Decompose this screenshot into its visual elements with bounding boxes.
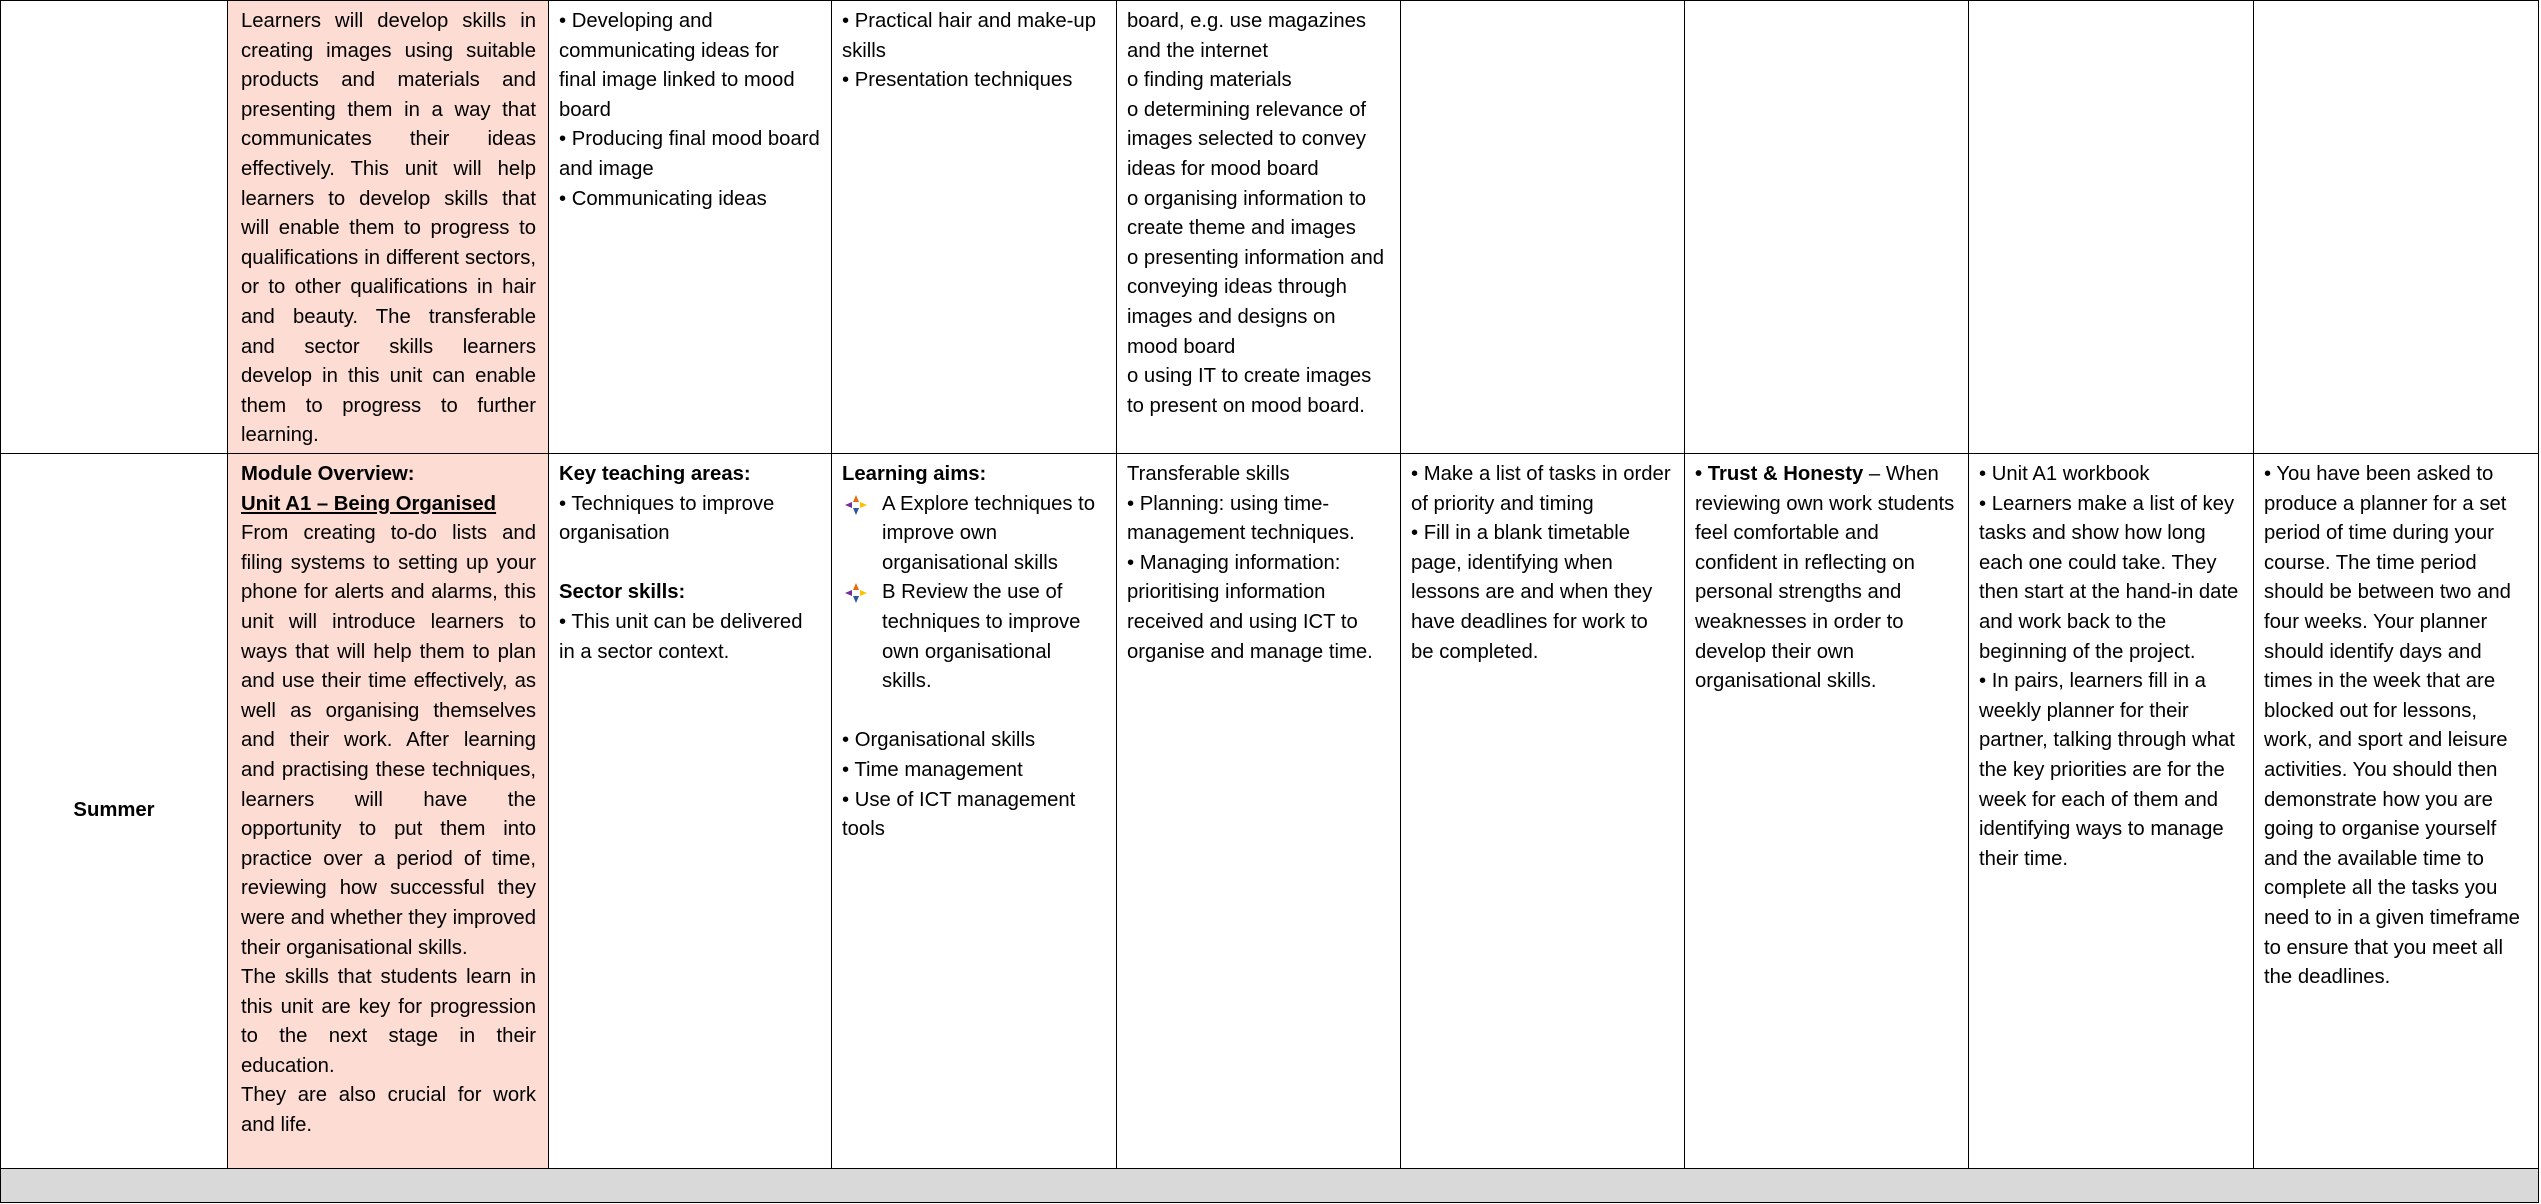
learning-aims-cell xyxy=(832,454,1117,1169)
four-arrows-bullet-icon xyxy=(842,490,882,520)
table-footer-row xyxy=(1,1169,2539,1203)
list-item: • You have been asked to produce a planner for a set period of time during your course. The time period should be between two and four weeks. Your planner should identify days and times in the week that are blocked out for lessons, work, and sport and leisure activities. You should then demonstrate how you are going to organise yourself and the available time to complete all the tasks you need to in a given timeframe to ensure that you meet all the deadlines. xyxy=(2264,463,2520,989)
list-item: • Learners make a list of key tasks and show how long each one could take. They then start at the hand-in date and work back to the beginning of the project. xyxy=(1979,492,2239,663)
list-item: • Techniques to improve organisation xyxy=(559,492,775,545)
values-cell xyxy=(1685,454,1969,1169)
activities-cell xyxy=(1401,454,1685,1169)
teaching-areas-cell xyxy=(549,454,832,1169)
value-label: • Trust & Honesty xyxy=(1695,463,1864,485)
list-item: • Organisational skills xyxy=(842,729,1036,752)
list-item: o presenting information and conveying ideas through images and designs on mood board xyxy=(1127,246,1385,358)
list-item: • Make a list of tasks in order of priority and timing xyxy=(1411,463,1671,515)
overview-heading: Module Overview: xyxy=(241,463,415,485)
list-item: board, e.g. use magazines and the internet xyxy=(1127,10,1367,62)
list-item: • Planning: using time-management techniques. xyxy=(1127,492,1355,545)
learning-aim-a xyxy=(842,490,1106,579)
assessment-cell xyxy=(2254,1,2539,454)
list-item: Transferable skills xyxy=(1127,463,1290,485)
learning-aims-cell xyxy=(832,1,1117,454)
list-item: • Time management xyxy=(842,758,1023,781)
list-item: • Developing and communicating ideas for final image linked to mood board xyxy=(559,10,795,121)
list-item: • Unit A1 workbook xyxy=(1979,463,2150,485)
activities-cell xyxy=(1401,1,1685,454)
learning-aim-b xyxy=(842,578,1106,696)
learning-aims-heading: Learning aims: xyxy=(842,463,987,485)
key-teaching-areas-heading: Key teaching areas: xyxy=(559,463,751,485)
four-arrows-bullet-icon xyxy=(842,578,882,608)
assessment-cell xyxy=(2254,454,2539,1169)
term-cell: Summer xyxy=(1,454,228,1169)
sector-skills-heading: Sector skills: xyxy=(559,581,686,604)
transferable-skills-cell xyxy=(1117,1,1401,454)
learning-aim-text: A Explore techniques to improve own organisational skills xyxy=(882,492,1096,574)
list-item: • This unit can be delivered in a sector context. xyxy=(559,610,803,663)
table-row xyxy=(1,454,2539,1169)
module-overview-cell xyxy=(228,1,549,454)
table-row xyxy=(1,1,2539,454)
overview-paragraph: The skills that students learn in this unit are key for progression to the next stage in their education. xyxy=(241,966,536,1077)
footer-bar xyxy=(1,1169,2539,1203)
list-item: o organising information to create theme and images xyxy=(1127,187,1367,240)
list-item: • Fill in a blank timetable page, identifying when lessons are and when they have deadlines for work to be completed. xyxy=(1411,522,1653,663)
resources-cell xyxy=(1969,1,2254,454)
overview-paragraph: From creating to-do lists and filing systems to setting up your phone for alerts and alarms, this unit will introduce learners to ways that will help them to plan and use their time effectively, as well as organising themselves and their work. After learning and practising these techniques, learners will have the opportunity to put them into practice over a period of time, reviewing how successful they were and whether they improved their organisational skills. xyxy=(241,522,536,959)
values-cell xyxy=(1685,1,1969,454)
module-overview-cell xyxy=(228,454,549,1169)
list-item: • Producing final mood board and image xyxy=(559,128,820,180)
teaching-areas-cell xyxy=(549,1,832,454)
list-item: • In pairs, learners fill in a weekly planner for their partner, talking through what the key priorities are for the week for each of them and identifying ways to manage their time. xyxy=(1979,670,2235,870)
list-item: • Use of ICT management tools xyxy=(842,788,1076,841)
list-item: • Presentation techniques xyxy=(842,69,1073,92)
list-item: • Managing information: prioritising information received and using ICT to organise and manage time. xyxy=(1127,551,1373,663)
unit-title: Unit A1 – Being Organised xyxy=(241,492,497,515)
list-item: • Practical hair and make-up skills xyxy=(842,10,1096,62)
overview-paragraph: They are also crucial for work and life. xyxy=(241,1084,536,1137)
overview-text: Learners will develop skills in creating images using suitable products and materials and presenting them in a way that communicates their ideas effectively. This unit will help learners to develop skills that will enable them to progress to qualifications in different sectors, or to other qualifications in hair and beauty. The transferable and sector skills learners develop in this unit can enable them to progress to further learning. xyxy=(241,10,536,447)
list-item: • Communicating ideas xyxy=(559,187,767,210)
value-text: – When reviewing own work students feel comfortable and confident in reflecting on personal strengths and weaknesses in order to develop their own organisational skills. xyxy=(1695,463,1955,693)
term-cell xyxy=(1,1,228,454)
learning-aim-text: B Review the use of techniques to improve own organisational skills. xyxy=(882,581,1081,693)
list-item: o using IT to create images to present on mood board. xyxy=(1127,365,1372,417)
list-item: o finding materials xyxy=(1127,69,1292,92)
transferable-skills-cell xyxy=(1117,454,1401,1169)
resources-cell xyxy=(1969,454,2254,1169)
list-item: o determining relevance of images selected to convey ideas for mood board xyxy=(1127,98,1367,180)
